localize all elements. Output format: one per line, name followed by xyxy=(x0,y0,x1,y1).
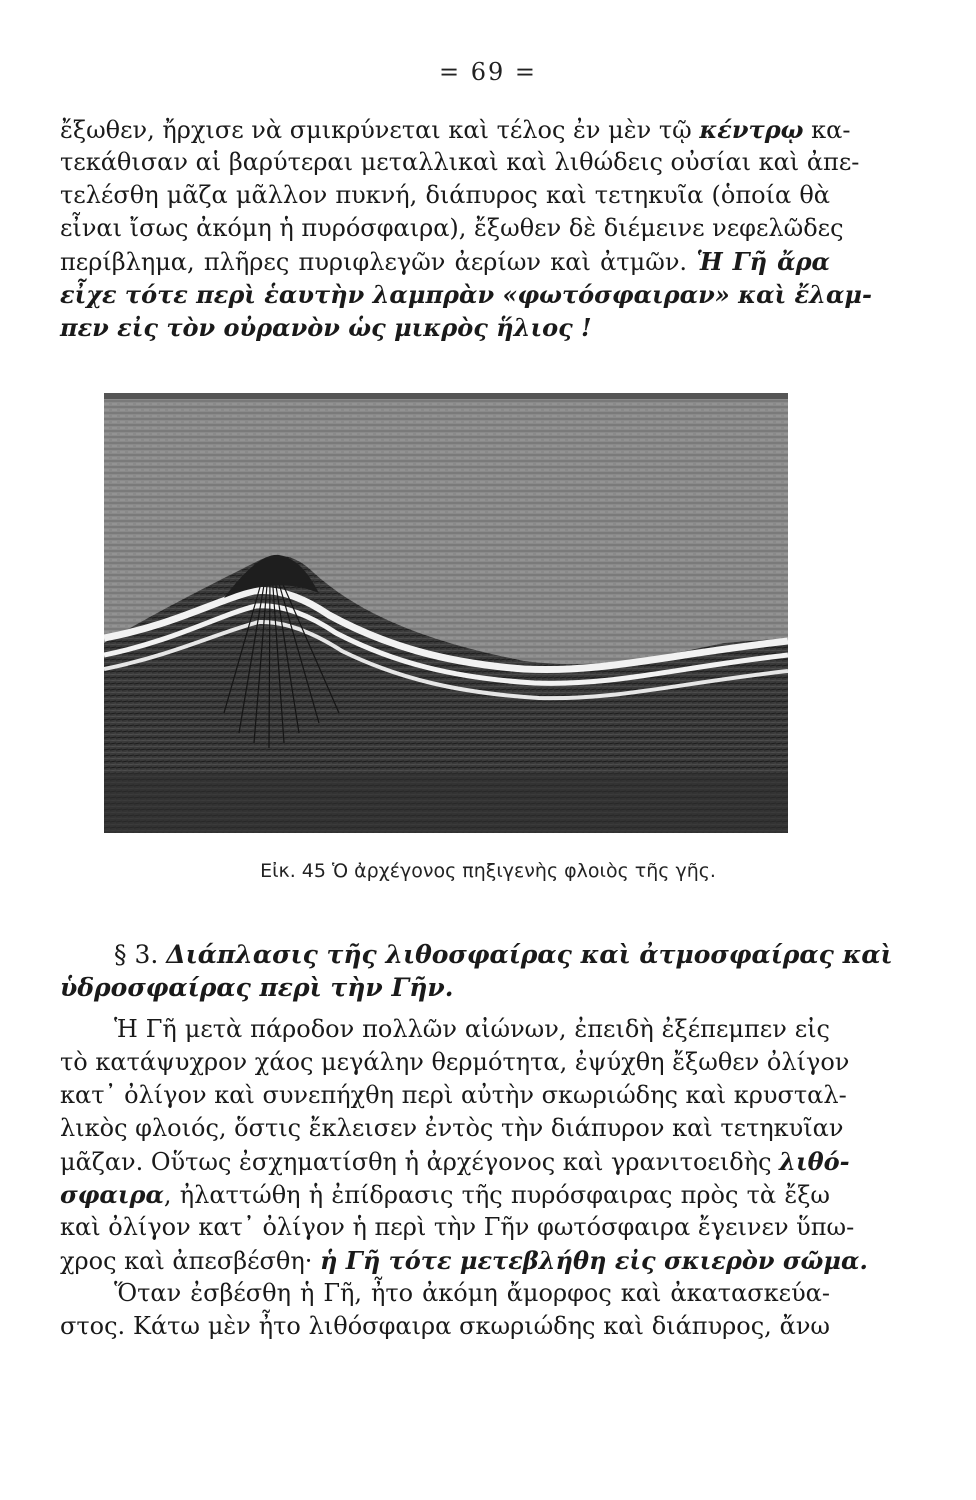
text-line xyxy=(60,1079,847,1112)
text-span: κατ᾽ ὀλίγον καὶ συνεπήχθη περὶ αὐτὴν σκωριώδης καὶ κρυσταλ- xyxy=(60,1081,847,1109)
section-heading xyxy=(60,938,893,1004)
text-line xyxy=(60,245,830,278)
text-span: Ἡ Γῆ μετὰ πάροδον πολλῶν αἰώνων, ἐπειδὴ ἐξέπεμπεν εἰς xyxy=(114,1015,830,1043)
emphasis-span: πεν εἰς τὸν οὐρανὸν ὡς μικρὸς ἥλιος ! xyxy=(60,313,592,342)
section-title: ὑδροσφαίρας περὶ τὴν Γῆν. xyxy=(60,973,454,1002)
engraving-image xyxy=(104,393,788,833)
text-span: εἶναι ἴσως ἀκόμη ἡ πυρόσφαιρα), ἔξωθεν δὲ διέμεινε νεφελῶδες xyxy=(60,214,844,242)
emphasis-span: ἡ Γῆ τότε μετεβλήθη εἰς σκιερὸν σῶμα. xyxy=(320,1246,868,1275)
text-line xyxy=(60,1244,868,1277)
text-line xyxy=(60,1013,830,1046)
emphasis-span: εἶχε τότε περὶ ἑαυτὴν λαμπρὰν «φωτόσφαιραν» καὶ ἔλαμ- xyxy=(60,280,872,309)
text-line xyxy=(60,1277,830,1310)
text-span: ἔξωθεν, ἤρχισε νὰ σμικρύνεται καὶ τέλος ἐν μὲν τῷ xyxy=(60,116,700,144)
figure-illustration xyxy=(104,393,788,833)
text-span: τὸ κατάψυχρον χάος μεγάλην θερμότητα, ἐψύχθη ἔξωθεν ὀλίγον xyxy=(60,1048,850,1076)
text-span: , ἠλαττώθη ἡ ἐπίδρασις τῆς πυρόσφαιρας πρὸς τὰ ἔξω xyxy=(163,1181,830,1209)
emphasis-span: σφαιρα xyxy=(60,1180,164,1209)
text-line xyxy=(60,212,844,245)
section-number: § 3. xyxy=(114,940,159,969)
text-line xyxy=(60,1178,830,1211)
text-span: κα- xyxy=(803,116,851,144)
emphasis-span: λιθό- xyxy=(779,1147,850,1176)
text-line xyxy=(60,278,872,311)
heading-line xyxy=(60,971,830,1004)
text-span: περίβλημα, πλῆρες πυριφλεγῶν ἀερίων καὶ ἀτμῶν. xyxy=(60,248,697,276)
emphasis-span: κέντρῳ xyxy=(699,115,804,144)
text-span: τεκάθισαν αἱ βαρύτεραι μεταλλικαὶ καὶ λιθώδεις οὐσίαι καὶ ἀπε- xyxy=(60,148,860,176)
text-span: χρος καὶ ἀπεσβέσθη· xyxy=(60,1247,320,1275)
paragraph-2 xyxy=(60,1013,868,1343)
page-number: = 69 = xyxy=(438,58,537,86)
text-span: μᾶζαν. Οὕτως ἐσχηματίσθη ἡ ἀρχέγονος καὶ γρανιτοειδὴς xyxy=(60,1148,780,1176)
text-line xyxy=(60,1112,844,1145)
text-line xyxy=(60,1145,850,1178)
text-span: λικὸς φλοιός, ὅστις ἔκλεισεν ἐντὸς τὴν διάπυρον καὶ τετηκυῖαν xyxy=(60,1114,844,1142)
paragraph-1 xyxy=(60,113,872,344)
heading-line xyxy=(60,938,893,971)
text-line xyxy=(60,146,860,179)
emphasis-span: Ἡ Γῆ ἄρα xyxy=(696,247,830,276)
section-title: Διάπλασις τῆς λιθοσφαίρας καὶ ἀτμοσφαίρας καὶ xyxy=(166,940,893,969)
text-line xyxy=(60,113,851,146)
text-span: καὶ ὀλίγον κατ᾽ ὀλίγον ἡ περὶ τὴν Γῆν φωτόσφαιρα ἔγεινεν ὕπω- xyxy=(60,1213,855,1241)
text-line xyxy=(60,1211,855,1244)
text-line xyxy=(60,179,830,212)
figure-caption: Εἰκ. 45 Ὁ ἀρχέγονος πηξιγενὴς φλοιὸς τῆς γῆς. xyxy=(260,860,716,882)
text-span: στος. Κάτω μὲν ἦτο λιθόσφαιρα σκωριώδης καὶ διάπυρος, ἄνω xyxy=(60,1312,830,1340)
text-span: Ὅταν ἐσβέσθη ἡ Γῆ, ἦτο ἀκόμη ἄμορφος καὶ ἀκατασκεύα- xyxy=(114,1279,830,1307)
text-span: τελέσθη μᾶζα μᾶλλον πυκνή, διάπυρος καὶ τετηκυῖα (ὁποία θὰ xyxy=(60,181,830,209)
text-line xyxy=(60,1046,850,1079)
text-line xyxy=(60,311,830,344)
text-line xyxy=(60,1310,830,1343)
